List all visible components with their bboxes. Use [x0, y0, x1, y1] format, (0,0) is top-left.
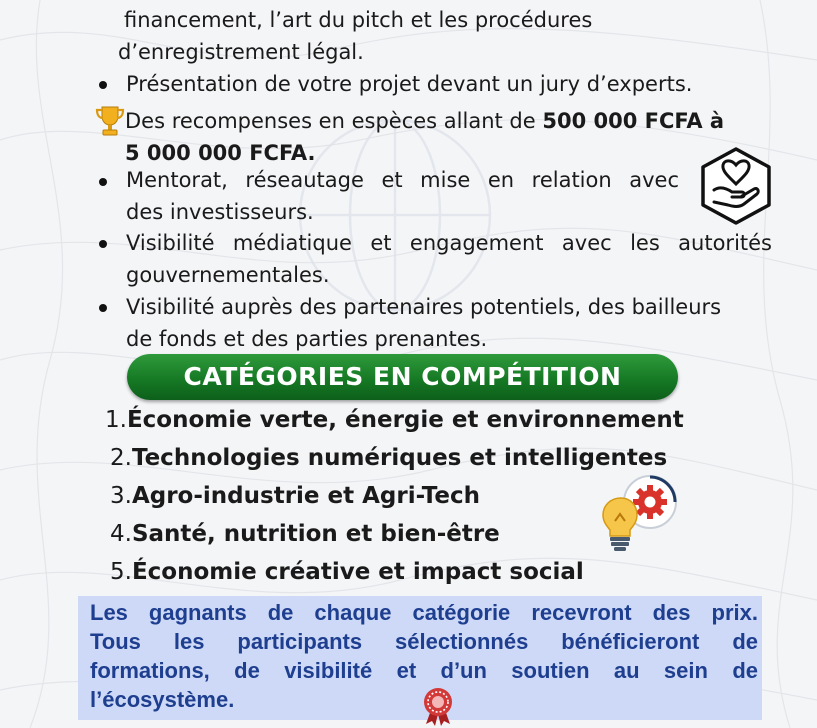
rewards-amount-start: 500 000 FCFA à: [542, 109, 725, 133]
bullet-jury: Présentation de votre projet devant un jury d’experts.: [126, 72, 693, 96]
category-item: [110, 519, 500, 549]
bullet-dot: [99, 240, 107, 248]
heart-hand-icon: [698, 146, 774, 226]
bullet-continuation-line: d’enregistrement légal.: [118, 40, 364, 64]
rewards-amount-end: [125, 139, 316, 167]
winners-note-box: [78, 596, 762, 720]
note-line: Tous les participants sélectionnés bénéficieront de: [90, 629, 758, 654]
bullet-rewards: [125, 107, 724, 135]
category-label: Économie créative et impact social: [131, 559, 584, 585]
category-number: 5.: [110, 559, 132, 585]
bullet-continuation-line: gouvernementales.: [126, 263, 330, 287]
rewards-amount-end-text: 5 000 000 FCFA.: [125, 141, 316, 165]
bullet-partners: Visibilité auprès des partenaires potentiels, des bailleurs: [126, 295, 722, 319]
category-label: Économie verte, énergie et environnement: [126, 407, 684, 433]
lightbulb-gear-icon: [598, 474, 680, 554]
bullet-continuation-line: financement, l’art du pitch et les procédures: [124, 8, 593, 32]
category-label: Technologies numériques et intelligentes: [131, 445, 668, 471]
categories-banner: CATÉGORIES EN COMPÉTITION: [127, 354, 678, 400]
category-label: Santé, nutrition et bien-être: [131, 521, 500, 547]
bullet-continuation-line: des investisseurs.: [126, 200, 314, 224]
category-number: 2.: [110, 445, 132, 471]
bullet-mentoring: Mentorat, réseautage et mise en relation avec: [126, 168, 679, 192]
bullet-dot: [99, 81, 107, 89]
category-label: Agro-industrie et Agri-Tech: [131, 483, 481, 509]
trophy-icon: [95, 104, 125, 138]
category-number: 4.: [110, 521, 132, 547]
category-item: [105, 405, 684, 435]
category-item: [110, 557, 584, 587]
category-number: 3.: [110, 483, 132, 509]
bullet-dot: [99, 178, 107, 186]
note-line: Les gagnants de chaque catégorie recevront des prix.: [90, 600, 758, 625]
note-line: formations, de visibilité et d’un soutien au sein de: [90, 658, 758, 683]
bullet-visibility: Visibilité médiatique et engagement avec les autorités: [126, 231, 772, 255]
note-line: l’écosystème.: [90, 687, 235, 712]
award-ribbon-icon: [421, 686, 455, 726]
category-item: [110, 443, 667, 473]
rewards-prefix: Des recompenses en espèces allant de: [125, 109, 536, 133]
category-item: [110, 481, 480, 511]
category-number: 1.: [105, 407, 127, 433]
bullet-dot: [99, 304, 107, 312]
bullet-continuation-line: de fonds et des parties prenantes.: [126, 327, 488, 351]
